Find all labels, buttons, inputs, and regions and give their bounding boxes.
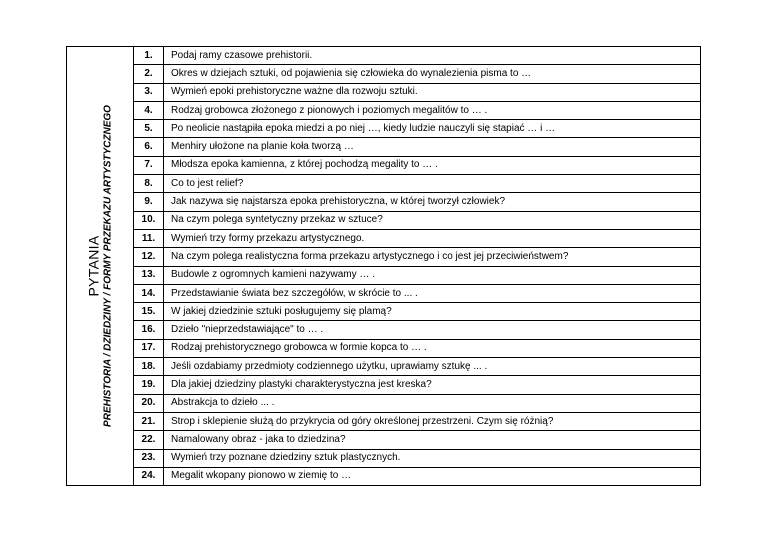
table-row — [67, 266, 701, 284]
question-text: Rodzaj grobowca złożonego z pionowych i poziomych megalitów to … . — [164, 101, 701, 119]
table-row — [67, 248, 701, 266]
table-row — [67, 229, 701, 247]
question-number: 20. — [134, 394, 164, 412]
table-row — [67, 65, 701, 83]
table-row — [67, 120, 701, 138]
question-text: Jak nazywa się najstarsza epoka prehistoryczna, w której tworzył człowiek? — [164, 193, 701, 211]
table-row — [67, 175, 701, 193]
table-row — [67, 449, 701, 467]
table-row — [67, 321, 701, 339]
question-text: Wymień trzy formy przekazu artystycznego. — [164, 229, 701, 247]
table-row — [67, 339, 701, 357]
question-number: 10. — [134, 211, 164, 229]
questions-table — [66, 46, 701, 486]
question-text: Budowle z ogromnych kamieni nazywamy … . — [164, 266, 701, 284]
table-row — [67, 376, 701, 394]
question-number: 6. — [134, 138, 164, 156]
question-number: 1. — [134, 47, 164, 65]
table-row — [67, 394, 701, 412]
table-row — [67, 431, 701, 449]
question-text: Dzieło "nieprzedstawiające" to … . — [164, 321, 701, 339]
question-text: Wymień trzy poznane dziedziny sztuk plastycznych. — [164, 449, 701, 467]
question-text: Po neolicie nastąpiła epoka miedzi a po niej …, kiedy ludzie nauczyli się stapiać … i … — [164, 120, 701, 138]
sidebar-rotated-text — [86, 105, 115, 427]
table-row — [67, 83, 701, 101]
question-text: Przedstawianie świata bez szczegółów, w skrócie to ... . — [164, 284, 701, 302]
question-number: 13. — [134, 266, 164, 284]
question-number: 11. — [134, 229, 164, 247]
sidebar-cell — [67, 47, 134, 486]
questions-table-body — [67, 47, 701, 486]
question-number: 23. — [134, 449, 164, 467]
table-row — [67, 284, 701, 302]
question-text: Rodzaj prehistorycznego grobowca w formie kopca to … . — [164, 339, 701, 357]
question-number: 14. — [134, 284, 164, 302]
table-row — [67, 193, 701, 211]
question-number: 21. — [134, 412, 164, 430]
table-row — [67, 138, 701, 156]
sidebar-inner — [67, 47, 133, 485]
question-number: 3. — [134, 83, 164, 101]
question-number: 19. — [134, 376, 164, 394]
question-number: 4. — [134, 101, 164, 119]
question-text: Podaj ramy czasowe prehistorii. — [164, 47, 701, 65]
sidebar-subtitle: PREHISTORIA / DZIEDZINY / FORMY PRZEKAZU ARTYSTYCZNEGO — [102, 105, 114, 428]
question-text: Co to jest relief? — [164, 175, 701, 193]
question-text: Namalowany obraz - jaka to dziedzina? — [164, 431, 701, 449]
table-row — [67, 467, 701, 485]
question-text: Abstrakcja to dzieło ... . — [164, 394, 701, 412]
question-number: 17. — [134, 339, 164, 357]
question-number: 15. — [134, 303, 164, 321]
question-number: 2. — [134, 65, 164, 83]
table-row — [67, 211, 701, 229]
question-text: Jeśli ozdabiamy przedmioty codziennego użytku, uprawiamy sztukę ... . — [164, 358, 701, 376]
question-text: Menhiry ułożone na planie koła tworzą … — [164, 138, 701, 156]
question-text: Wymień epoki prehistoryczne ważne dla rozwoju sztuki. — [164, 83, 701, 101]
question-number: 9. — [134, 193, 164, 211]
question-text: Megalit wkopany pionowo w ziemię to … — [164, 467, 701, 485]
question-text: Strop i sklepienie służą do przykrycia od góry określonej przestrzeni. Czym się różnią? — [164, 412, 701, 430]
question-number: 16. — [134, 321, 164, 339]
table-row — [67, 156, 701, 174]
question-number: 5. — [134, 120, 164, 138]
question-text: Dla jakiej dziedziny plastyki charakterystyczna jest kreska? — [164, 376, 701, 394]
question-text: Na czym polega realistyczna forma przekazu artystycznego i co jest jej przeciwieństwem? — [164, 248, 701, 266]
question-number: 8. — [134, 175, 164, 193]
table-row — [67, 358, 701, 376]
question-number: 22. — [134, 431, 164, 449]
question-text: Młodsza epoka kamienna, z której pochodzą megality to … . — [164, 156, 701, 174]
question-text: Na czym polega syntetyczny przekaz w sztuce? — [164, 211, 701, 229]
question-number: 12. — [134, 248, 164, 266]
table-row — [67, 47, 701, 65]
question-number: 18. — [134, 358, 164, 376]
question-text: W jakiej dziedzinie sztuki posługujemy się plamą? — [164, 303, 701, 321]
table-row — [67, 412, 701, 430]
question-number: 24. — [134, 467, 164, 485]
question-number: 7. — [134, 156, 164, 174]
table-row — [67, 101, 701, 119]
table-row — [67, 303, 701, 321]
sidebar-title: PYTANIA — [85, 235, 102, 297]
question-text: Okres w dziejach sztuki, od pojawienia się człowieka do wynalezienia pisma to … — [164, 65, 701, 83]
